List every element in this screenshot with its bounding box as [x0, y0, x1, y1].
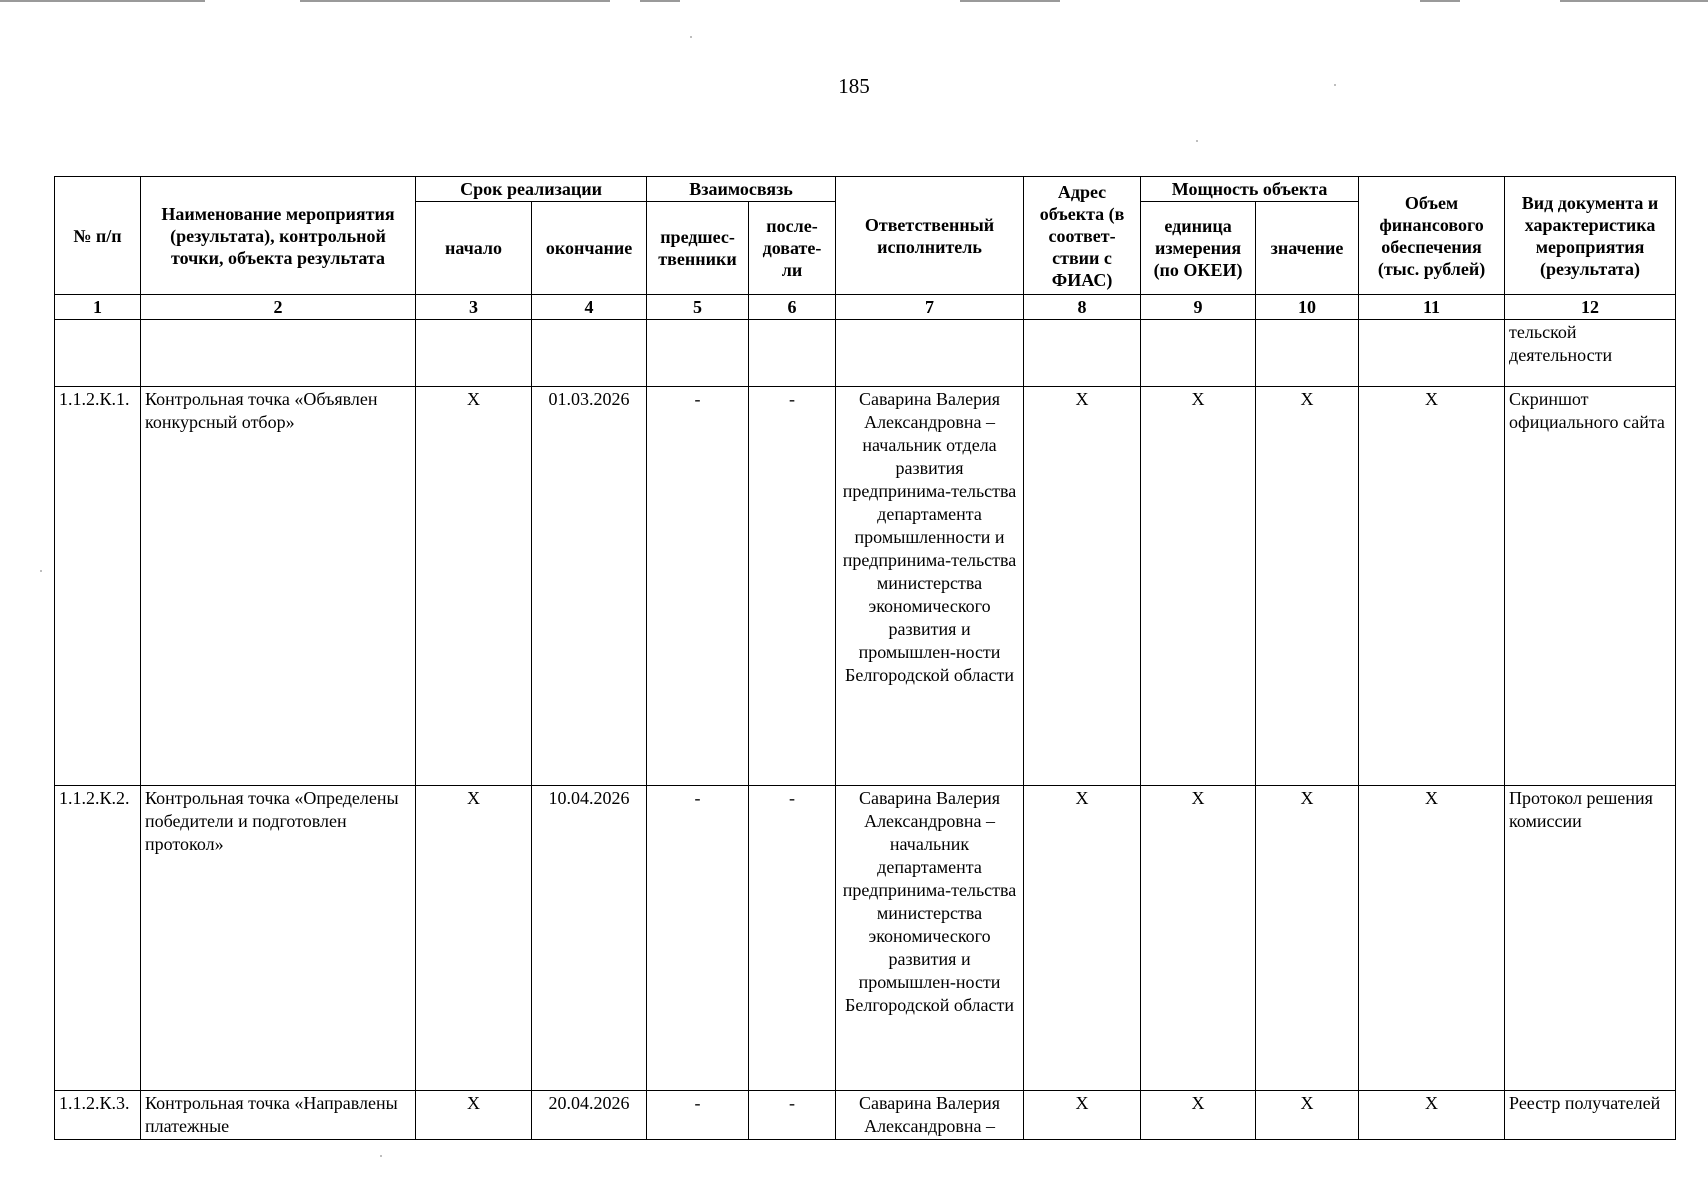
cell-start: X: [416, 786, 532, 1091]
cell-value: X: [1256, 387, 1359, 786]
cell-value: X: [1256, 786, 1359, 1091]
table-row: [55, 1091, 1676, 1140]
cell-empty: [1141, 320, 1256, 387]
column-number: 10: [1256, 295, 1359, 320]
header-num: № п/п: [55, 177, 141, 295]
activities-table: [54, 176, 1676, 1140]
cell-finance: X: [1359, 786, 1505, 1091]
cell-end: 20.04.2026: [532, 1091, 647, 1140]
cell-value: X: [1256, 1091, 1359, 1140]
cell-start: X: [416, 387, 532, 786]
cell-name: Контрольная точка «Объявлен конкурсный отбор»: [141, 387, 416, 786]
cell-finance: X: [1359, 387, 1505, 786]
cell-succ: -: [749, 387, 836, 786]
scan-edge-line: [0, 0, 205, 2]
header-pred: предшес-твенники: [647, 202, 749, 295]
cell-responsible: Саварина Валерия Александровна – начальник департамента предпринима-тельства министерства экономического развития и промышлен-ности Белгородской области: [836, 786, 1024, 1091]
column-number: 8: [1024, 295, 1141, 320]
cell-name: Контрольная точка «Определены победители и подготовлен протокол»: [141, 786, 416, 1091]
column-number: 11: [1359, 295, 1505, 320]
cell-doc: Реестр получателей: [1505, 1091, 1676, 1140]
cell-unit: X: [1141, 1091, 1256, 1140]
column-number: 9: [1141, 295, 1256, 320]
table-row: [55, 387, 1676, 786]
column-number: 2: [141, 295, 416, 320]
scan-speck: [690, 36, 692, 38]
column-number: 5: [647, 295, 749, 320]
cell-empty: [749, 320, 836, 387]
cell-end: 10.04.2026: [532, 786, 647, 1091]
cell-succ: -: [749, 786, 836, 1091]
cell-address: X: [1024, 1091, 1141, 1140]
cell-empty: [416, 320, 532, 387]
page-number: 185: [838, 74, 870, 98]
cell-address: X: [1024, 387, 1141, 786]
cell-doc: Протокол решения комиссии: [1505, 786, 1676, 1091]
header-doc: Вид документа и характеристика мероприятия (результата): [1505, 177, 1676, 295]
cell-num: 1.1.2.К.2.: [55, 786, 141, 1091]
cell-empty: [647, 320, 749, 387]
header-capacity: Мощность объекта: [1141, 177, 1359, 202]
cell-succ: -: [749, 1091, 836, 1140]
cell-responsible: Саварина Валерия Александровна –: [836, 1091, 1024, 1140]
cell-num: 1.1.2.К.1.: [55, 387, 141, 786]
header-start: начало: [416, 202, 532, 295]
cell-empty: [1024, 320, 1141, 387]
scan-edge-line: [1560, 0, 1708, 2]
cell-unit: X: [1141, 786, 1256, 1091]
cell-name: Контрольная точка «Направлены платежные: [141, 1091, 416, 1140]
header-period: Срок реализации: [416, 177, 647, 202]
header-name: Наименование мероприятия (результата), контрольной точки, объекта результата: [141, 177, 416, 295]
cell-pred: -: [647, 786, 749, 1091]
scan-speck: [1196, 140, 1198, 142]
header-finance: Объем финансового обеспечения (тыс. рублей): [1359, 177, 1505, 295]
scan-edge-line: [640, 0, 680, 2]
cell-empty: [1256, 320, 1359, 387]
scan-edge-line: [1420, 0, 1460, 2]
scan-edge-line: [300, 0, 610, 2]
cell-doc: Скриншот официального сайта: [1505, 387, 1676, 786]
table-header: [55, 177, 1676, 320]
column-number: 1: [55, 295, 141, 320]
cell-responsible: Саварина Валерия Александровна – начальник отдела развития предпринима-тельства департамента промышленности и предпринима-тельства министерства экономического развития и промышлен-ности Белгородской области: [836, 387, 1024, 786]
table-row-continuation: [55, 320, 1676, 387]
table-body: [55, 320, 1676, 1140]
cell-num: 1.1.2.К.3.: [55, 1091, 141, 1140]
header-unit: единица измерения (по ОКЕИ): [1141, 202, 1256, 295]
header-end: окончание: [532, 202, 647, 295]
column-number: 4: [532, 295, 647, 320]
header-succ: после-довате-ли: [749, 202, 836, 295]
cell-empty: [55, 320, 141, 387]
cell-empty: [532, 320, 647, 387]
cell-address: X: [1024, 786, 1141, 1091]
scan-edge-line: [960, 0, 1060, 2]
column-number: 7: [836, 295, 1024, 320]
cell-unit: X: [1141, 387, 1256, 786]
cell-empty: [1359, 320, 1505, 387]
cell-doc: тельской деятельности: [1505, 320, 1676, 387]
cell-pred: -: [647, 1091, 749, 1140]
cell-finance: X: [1359, 1091, 1505, 1140]
header-value: значение: [1256, 202, 1359, 295]
scan-speck: [40, 570, 42, 572]
cell-start: X: [416, 1091, 532, 1140]
column-number: 3: [416, 295, 532, 320]
header-link: Взаимосвязь: [647, 177, 836, 202]
column-number-row: [55, 295, 1676, 320]
table-row: [55, 786, 1676, 1091]
header-address: Адрес объекта (в соответ-ствии с ФИАС): [1024, 177, 1141, 295]
cell-pred: -: [647, 387, 749, 786]
cell-empty: [836, 320, 1024, 387]
column-number: 6: [749, 295, 836, 320]
header-responsible: Ответственный исполнитель: [836, 177, 1024, 295]
cell-empty: [141, 320, 416, 387]
scan-speck: [380, 1155, 382, 1157]
cell-end: 01.03.2026: [532, 387, 647, 786]
scan-speck: [1334, 84, 1336, 86]
column-number: 12: [1505, 295, 1676, 320]
